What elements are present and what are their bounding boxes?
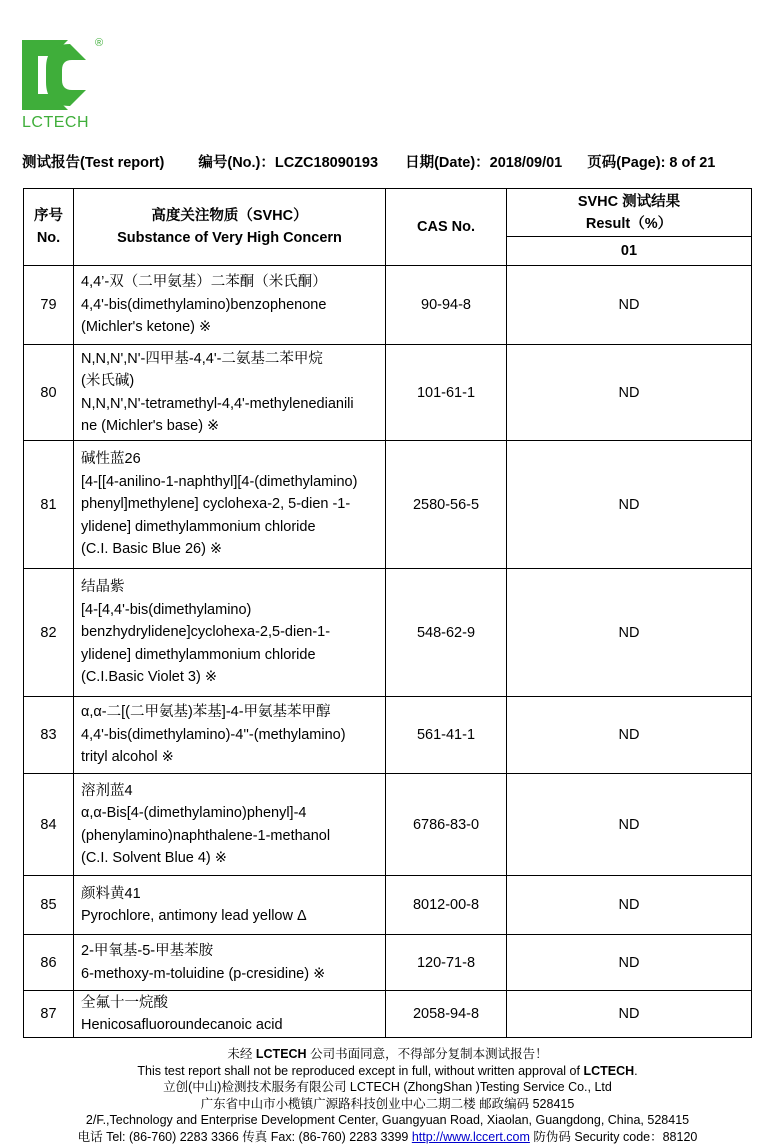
row-number: 86 — [24, 935, 74, 991]
row-number: 85 — [24, 876, 74, 935]
substance-name-line: 4,4'-bis(dimethylamino)benzophenone — [81, 296, 327, 313]
svhc-results-table — [23, 188, 752, 1038]
row-number: 84 — [24, 774, 74, 876]
table-row — [24, 345, 752, 441]
substance-name — [74, 876, 386, 935]
table-row — [24, 876, 752, 935]
cas-number: 2580-56-5 — [386, 441, 507, 569]
substance-name-line: 溶剂蓝4 — [81, 782, 133, 799]
col-header-sample-01: 01 — [507, 237, 752, 266]
test-result: ND — [507, 441, 752, 569]
cas-number: 561-41-1 — [386, 697, 507, 774]
col-header-result-en: Result（%） — [585, 215, 673, 232]
table-row — [24, 697, 752, 774]
substance-name-line: phenyl]methylene] cyclohexa-2, 5-dien -1- — [81, 496, 351, 513]
table-row — [24, 569, 752, 697]
table-row — [24, 935, 752, 991]
row-number: 80 — [24, 345, 74, 441]
table-body — [24, 266, 752, 1038]
substance-name-line: 4,4'-bis(dimethylamino)-4''-(methylamino) — [81, 726, 346, 743]
substance-name-line: Pyrochlore, antimony lead yellow Δ — [81, 908, 307, 924]
col-header-no-cn: 序号 — [34, 208, 63, 224]
substance-name-line: 4,4’-双（二甲氨基）二苯酮（米氏酮） — [81, 274, 327, 291]
lctech-logo-icon — [22, 40, 90, 110]
col-header-substance-en: Substance of Very High Concern — [117, 230, 342, 246]
col-header-substance — [74, 189, 386, 266]
report-title: 测试报告(Test report) — [22, 155, 165, 171]
page-indicator: 页码(Page): 8 of 21 — [587, 155, 716, 171]
substance-name-line: α,α-二[(二甲氨基)苯基]-4-甲氨基苯甲醇 — [81, 704, 331, 721]
row-number: 83 — [24, 697, 74, 774]
test-result: ND — [507, 876, 752, 935]
footer-company-name: 立创(中山)检测技术服务有限公司 LCTECH (ZhongShan )Testing Service Co., Ltd — [163, 1080, 612, 1094]
col-header-result — [507, 189, 752, 237]
report-header — [22, 151, 752, 172]
col-header-cas: CAS No. — [386, 189, 507, 266]
substance-name-line: ylidene] dimethylammonium chloride — [81, 646, 316, 663]
row-number: 87 — [24, 991, 74, 1038]
test-result: ND — [507, 774, 752, 876]
col-header-no — [24, 189, 74, 266]
table-row — [24, 774, 752, 876]
test-result: ND — [507, 991, 752, 1038]
substance-name-line: N,N,N',N'-tetramethyl-4,4'-methylenedianili — [81, 395, 354, 412]
substance-name — [74, 266, 386, 345]
website-link[interactable]: http://www.lccert.com — [411, 1129, 530, 1144]
report-date: 日期(Date)：2018/09/01 — [405, 155, 563, 171]
cas-number: 8012-00-8 — [386, 876, 507, 935]
test-result: ND — [507, 569, 752, 697]
cas-number: 548-62-9 — [386, 569, 507, 697]
substance-name-line: 6-methoxy-m-toluidine (p-cresidine) ※ — [81, 965, 326, 982]
footer-copy-notice-en: This test report shall not be reproduced except in full, without written approval of LCTECH. — [137, 1063, 638, 1078]
table-row — [24, 441, 752, 569]
row-number: 79 — [24, 266, 74, 345]
substance-name-line: ne (Michler's base) ※ — [81, 418, 220, 434]
col-header-result-cn: SVHC 测试结果 — [577, 193, 681, 210]
substance-name-line: [4-[4,4'-bis(dimethylamino) — [81, 601, 252, 618]
substance-name-line: (C.I. Basic Blue 26) ※ — [81, 541, 223, 558]
test-result: ND — [507, 935, 752, 991]
report-number: 编号(No.)：LCZC18090193 — [198, 155, 379, 171]
col-header-substance-cn: 高度关注物质（SVHC） — [151, 208, 308, 224]
footer-address-cn: 广东省中山市小榄镇广源路科技创业中心二期二楼 邮政编码 528415 — [200, 1096, 575, 1111]
substance-name-line: trityl alcohol ※ — [81, 749, 174, 766]
substance-name-line: N,N,N',N'-四甲基-4,4'-二氨基二苯甲烷 — [81, 350, 323, 367]
substance-name-line: [4-[[4-anilino-1-naphthyl][4-(dimethylamino) — [81, 473, 358, 490]
substance-name-line: (C.I.Basic Violet 3) ※ — [81, 669, 217, 686]
row-number: 82 — [24, 569, 74, 697]
substance-name-line: (phenylamino)naphthalene-1-methanol — [81, 827, 331, 844]
substance-name-line: ylidene] dimethylammonium chloride — [81, 518, 316, 535]
substance-name-line: 碱性蓝26 — [81, 451, 141, 468]
substance-name — [74, 774, 386, 876]
substance-name-line: 全氟十一烷酸 — [81, 994, 168, 1011]
substance-name-line: 结晶紫 — [81, 579, 125, 596]
footer-contact: 电话 Tel: (86-760) 2283 3366 传真 Fax: (86-760) 2283 3399 http://www.lccert.com 防伪码 Security code：88120 — [77, 1129, 698, 1144]
cas-number: 2058-94-8 — [386, 991, 507, 1038]
col-header-no-en: No. — [36, 230, 61, 246]
footer-copy-notice-cn: 未经 LCTECH 公司书面同意，不得部分复制本测试报告！ — [227, 1047, 548, 1061]
substance-name-line: (Michler's ketone) ※ — [81, 319, 212, 336]
substance-name — [74, 991, 386, 1038]
substance-name-line: α,α-Bis[4-(dimethylamino)phenyl]-4 — [81, 805, 307, 821]
substance-name — [74, 697, 386, 774]
substance-name-line: (C.I. Solvent Blue 4) ※ — [81, 850, 227, 866]
substance-name — [74, 569, 386, 697]
company-logo — [22, 37, 112, 132]
substance-name-line: (米氏碱) — [81, 373, 135, 389]
table-row — [24, 991, 752, 1038]
test-result: ND — [507, 345, 752, 441]
substance-name-line: benzhydrylidene]cyclohexa-2,5-dien-1- — [81, 624, 331, 641]
substance-name — [74, 345, 386, 441]
test-result: ND — [507, 697, 752, 774]
substance-name — [74, 935, 386, 991]
substance-name-line: Henicosafluoroundecanoic acid — [81, 1017, 283, 1033]
logo-text: LCTECH — [22, 114, 90, 131]
substance-name-line: 颜料黄41 — [81, 885, 141, 902]
page-footer — [0, 1046, 775, 1145]
row-number: 81 — [24, 441, 74, 569]
table-row — [24, 266, 752, 345]
test-result: ND — [507, 266, 752, 345]
registered-mark: ® — [95, 37, 104, 49]
footer-address-en: 2/F.,Technology and Enterprise Development Center, Guangyuan Road, Xiaolan, Guangdong, China, 528415 — [85, 1113, 690, 1127]
cas-number: 90-94-8 — [386, 266, 507, 345]
cas-number: 6786-83-0 — [386, 774, 507, 876]
cas-number: 101-61-1 — [386, 345, 507, 441]
cas-number: 120-71-8 — [386, 935, 507, 991]
substance-name — [74, 441, 386, 569]
substance-name-line: 2-甲氧基-5-甲基苯胺 — [81, 943, 214, 959]
